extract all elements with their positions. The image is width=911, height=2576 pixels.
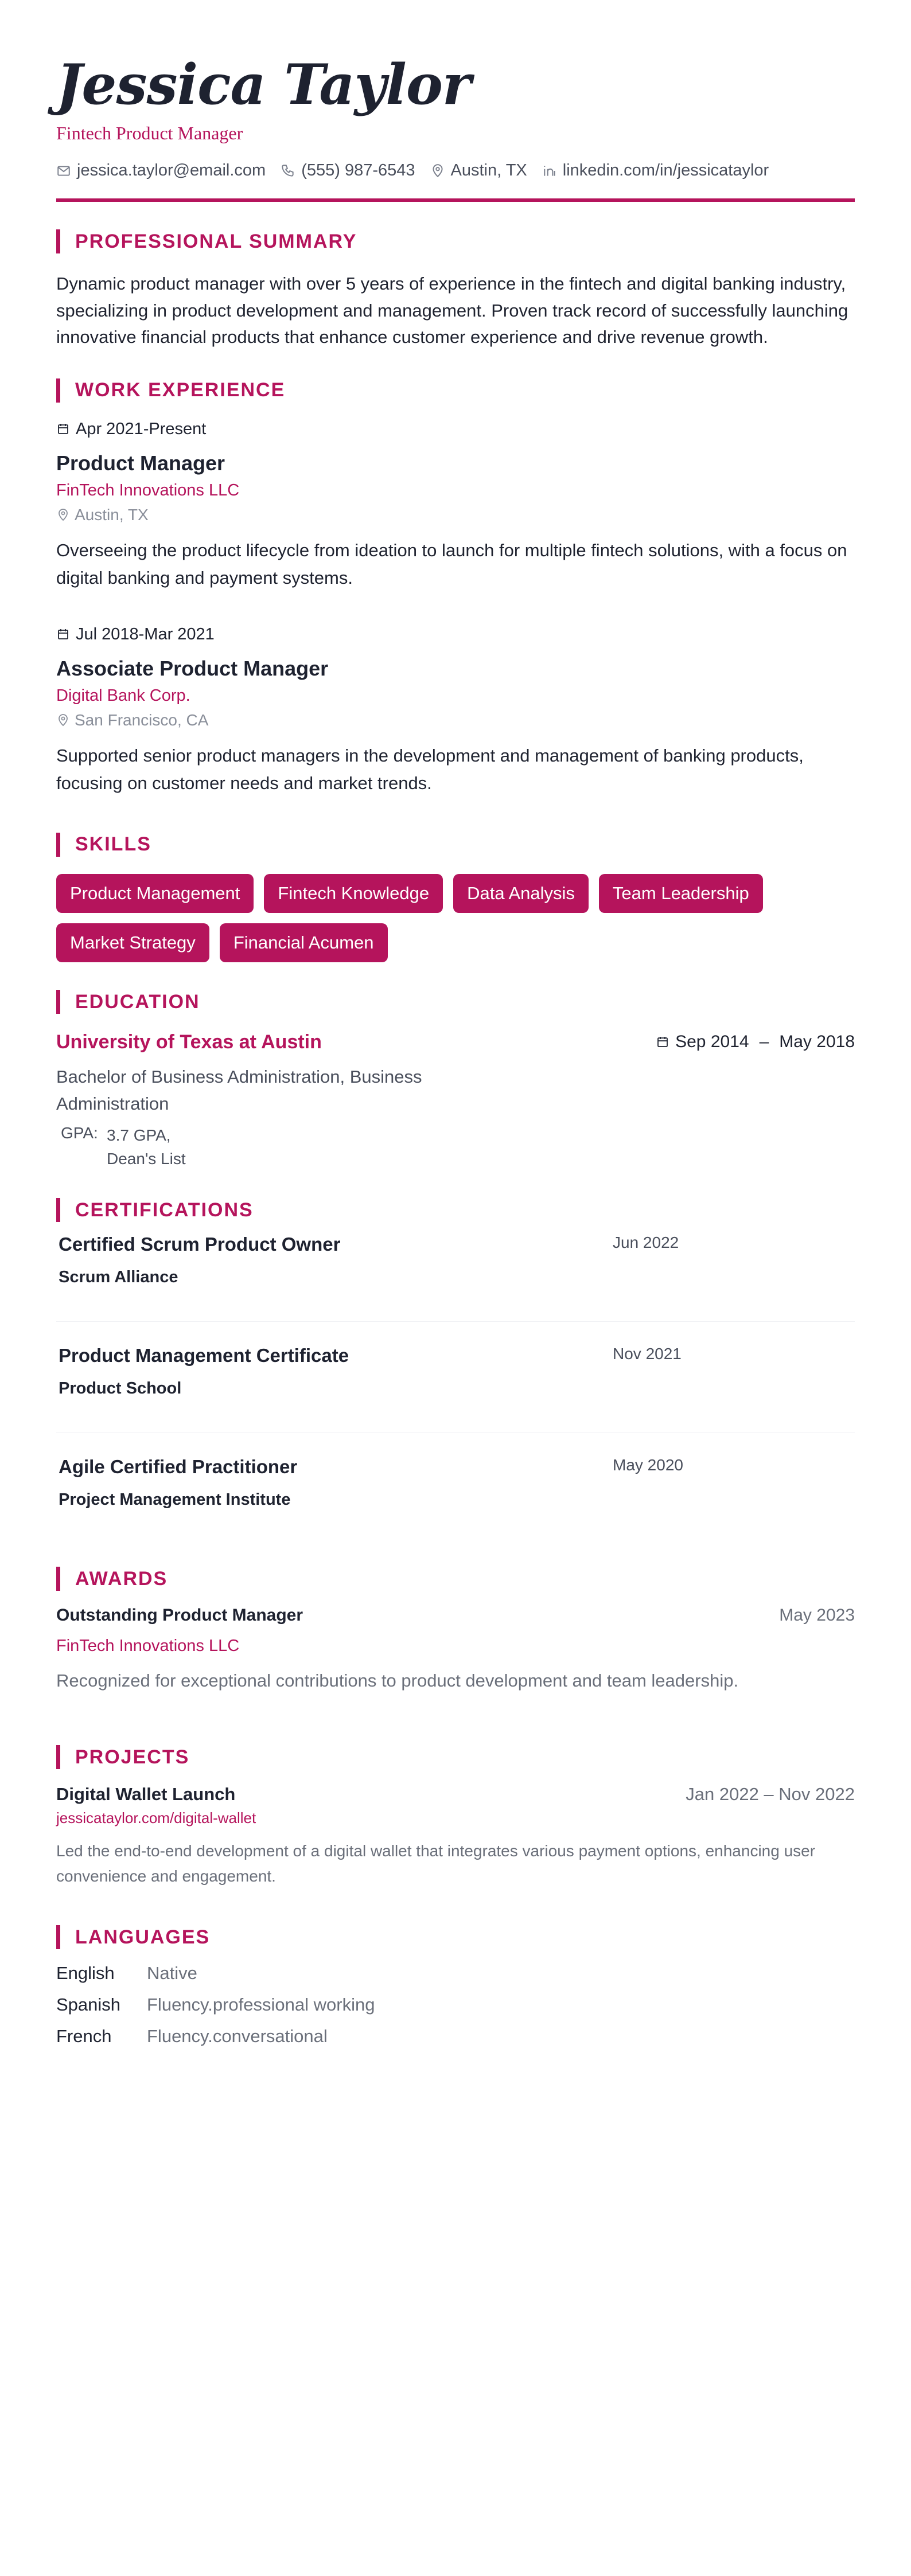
languages-list [56,1964,855,2045]
mail-icon [56,163,71,178]
contact-email[interactable] [56,161,266,180]
certification-title: Product Management Certificate [59,1345,349,1367]
section-languages-heading [56,1925,855,1949]
linkedin-icon [542,163,557,178]
section-heading-text: LANGUAGES [75,1926,211,1948]
gpa-value: 3.7 GPA, [107,1126,171,1145]
section-heading-text: AWARDS [75,1567,168,1590]
calendar-icon [56,422,70,436]
section-heading-text: PROJECTS [75,1746,190,1768]
education-end: May 2018 [779,1032,855,1052]
certification-entry [56,1222,855,1322]
location-pin-icon [430,163,445,178]
job-title: Product Manager [56,451,225,475]
award-title: Outstanding Product Manager [56,1606,303,1625]
gpa-value-block [107,1124,186,1170]
section-accent-bar [56,833,60,857]
education-school: University of Texas at Austin [56,1031,322,1053]
skills-list [56,874,855,963]
certification-org: Project Management Institute [59,1490,291,1509]
section-awards-heading [56,1567,855,1591]
certifications-list [56,1222,855,1544]
skill-tag: Financial Acumen [220,923,388,962]
contact-phone[interactable] [281,161,415,180]
certification-org: Scrum Alliance [59,1268,178,1287]
language-row [56,1964,855,1982]
header-divider [56,198,855,202]
phone-text: (555) 987-6543 [301,161,415,179]
section-accent-bar [56,378,60,403]
certification-date: Nov 2021 [613,1345,682,1363]
skill-tag: Market Strategy [56,923,209,962]
location-text: Austin, TX [450,161,527,179]
job-title: Associate Product Manager [56,656,329,680]
job-location-text: San Francisco, CA [75,711,209,729]
job-company: FinTech Innovations LLC [56,481,240,499]
certification-title: Agile Certified Practitioner [59,1456,298,1478]
certification-org: Product School [59,1379,182,1398]
gpa-label: GPA: [61,1124,98,1142]
project-title: Digital Wallet Launch [56,1784,236,1805]
summary-text: Dynamic product manager with over 5 years of experience in the fintech and digital banking industry, specializing in product development and management. Proven track record of successfully launching innovative financial products that enhance customer experience and drive revenue growth. [56,274,848,347]
job-dates-text: Apr 2021-Present [76,419,207,438]
job-location-text: Austin, TX [75,505,149,524]
section-work-heading [56,378,855,403]
certification-entry [56,1433,855,1544]
job-entry [56,420,855,592]
candidate-title: Fintech Product Manager [56,123,243,143]
job-description: Overseeing the product lifecycle from ideation to launch for multiple fintech solutions, with a focus on digital banking and payment systems. [56,540,847,588]
section-heading-text: EDUCATION [75,990,200,1013]
language-row [56,1996,855,2013]
section-accent-bar [56,1925,60,1949]
section-heading-text: PROFESSIONAL SUMMARY [75,230,357,252]
language-name: Spanish [56,1995,121,2015]
language-level: Fluency.conversational [147,2026,328,2047]
award-date: May 2023 [779,1606,855,1625]
language-name: French [56,2026,112,2047]
job-entry [56,625,855,797]
skill-tag: Team Leadership [599,874,763,913]
job-location [56,506,855,524]
skill-tag: Product Management [56,874,254,913]
award-entry [56,1606,855,1691]
language-level: Native [147,1963,197,1984]
section-certifications-heading [56,1198,855,1222]
education-date-separator: – [759,1032,769,1052]
education-start: Sep 2014 [675,1032,749,1052]
contact-linkedin[interactable] [542,161,769,180]
section-skills-heading [56,833,855,857]
gpa-note: Dean's List [107,1149,186,1168]
section-accent-bar [56,1198,60,1222]
location-pin-icon [56,508,70,522]
education-entry [56,1031,855,1170]
certification-date: May 2020 [613,1456,683,1474]
section-accent-bar [56,990,60,1014]
job-dates [56,420,855,439]
job-company: Digital Bank Corp. [56,686,190,705]
contact-bar [56,161,855,180]
section-projects-heading [56,1745,855,1769]
certification-entry [56,1322,855,1433]
project-entry [56,1784,855,1888]
section-education-heading [56,990,855,1014]
project-link[interactable]: jessicataylor.com/digital-wallet [56,1809,256,1827]
section-heading-text: WORK EXPERIENCE [75,379,286,401]
linkedin-text: linkedin.com/in/jessicataylor [562,161,769,179]
location-pin-icon [56,713,70,727]
job-description: Supported senior product managers in the development and management of banking products, focusing on customer needs and market trends. [56,745,804,793]
contact-location [430,161,527,180]
job-dates-text: Jul 2018-Mar 2021 [76,625,215,643]
skill-tag: Data Analysis [453,874,589,913]
phone-icon [281,163,295,178]
section-accent-bar [56,1567,60,1591]
section-accent-bar [56,1745,60,1769]
email-text: jessica.taylor@email.com [77,161,266,179]
calendar-icon [656,1035,669,1049]
section-summary-heading [56,229,855,253]
education-dates [656,1032,855,1052]
section-heading-text: CERTIFICATIONS [75,1199,254,1221]
certification-date: Jun 2022 [613,1234,679,1252]
job-dates [56,625,855,644]
language-row [56,2027,855,2045]
section-heading-text: SKILLS [75,833,151,856]
skill-tag: Fintech Knowledge [264,874,443,913]
certification-title: Certified Scrum Product Owner [59,1234,341,1255]
section-accent-bar [56,229,60,253]
job-location [56,711,855,729]
calendar-icon [56,627,70,641]
candidate-name: Jessica Taylor [56,52,471,117]
project-description: Led the end-to-end development of a digital wallet that integrates various payment options, enhancing user convenience and engagement. [56,1842,816,1885]
language-level: Fluency.professional working [147,1995,375,2015]
education-degree: Bachelor of Business Administration, Business Administration [56,1067,422,1114]
language-name: English [56,1963,115,1984]
education-gpa [56,1124,855,1170]
award-description: Recognized for exceptional contributions to product development and team leadership. [56,1671,739,1691]
award-org: FinTech Innovations LLC [56,1637,240,1656]
project-date: Jan 2022 – Nov 2022 [686,1784,855,1805]
